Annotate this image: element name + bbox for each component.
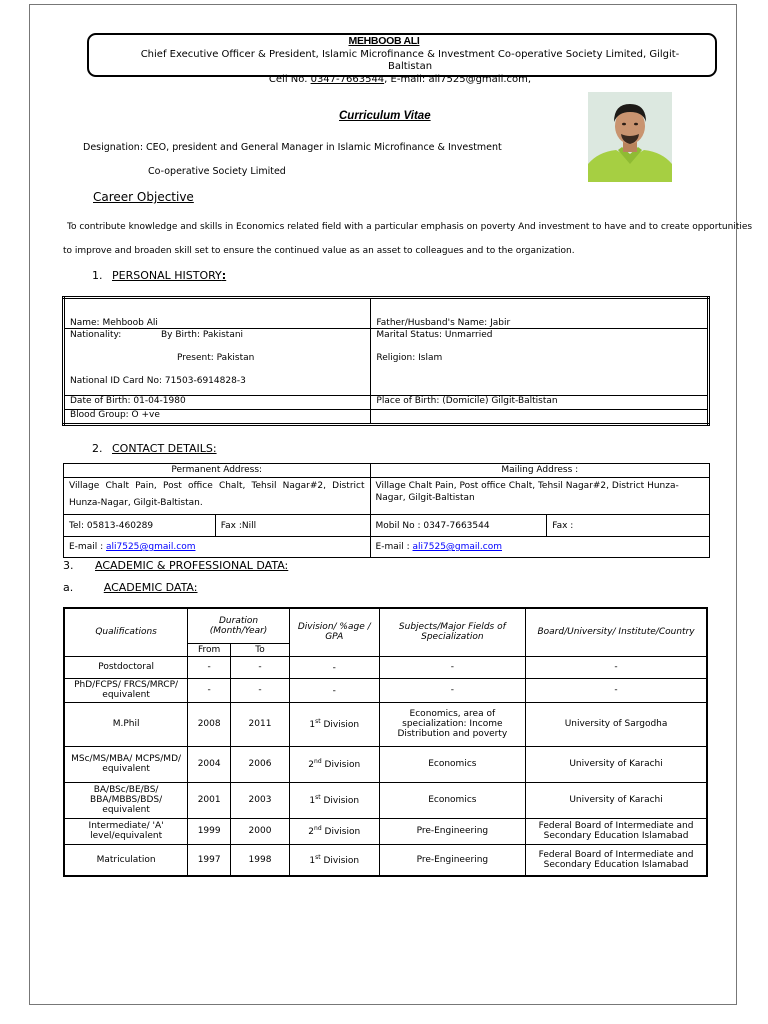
header-from: From — [188, 643, 231, 656]
division-suffix: nd — [314, 758, 322, 765]
division-number: 2 — [308, 827, 315, 837]
profile-photo — [588, 92, 672, 182]
section-contact-details — [92, 442, 217, 455]
section-label: ACADEMIC & PROFESSIONAL DATA: — [95, 559, 289, 572]
qualification-cell: MSc/MS/MBA/ MCPS/MD/ equivalent — [64, 746, 188, 782]
qualification-cell: Postdoctoral — [64, 656, 188, 678]
email-suffix: , — [527, 74, 532, 85]
email-mailing — [370, 537, 709, 558]
from-year-cell: - — [188, 678, 231, 702]
to-year-cell: 2000 — [231, 818, 290, 844]
header-board: Board/University/ Institute/Country — [526, 608, 707, 656]
cell-number: 0347-7663544 — [310, 74, 385, 85]
fax-mailing: Fax : — [547, 515, 710, 537]
division-text: Division — [320, 796, 360, 806]
header-division: Division/ %age / GPA — [289, 608, 379, 656]
division-cell — [289, 844, 379, 876]
subjects-cell: Economics, area of specialization: Income Distribution and poverty — [379, 702, 526, 746]
division-cell — [289, 702, 379, 746]
table-row — [64, 678, 707, 702]
division-number: 1 — [309, 720, 316, 730]
contact-line — [0, 74, 768, 85]
title-line: Chief Executive Officer & President, Islamic Microfinance & Investment Co-operative Society Limited, Gilgit-Baltistan — [140, 49, 680, 72]
religion: Religion: Islam — [376, 353, 443, 364]
section-label: CONTACT DETAILS: — [112, 442, 217, 455]
cv-title: Curriculum Vitae — [339, 110, 431, 122]
section-number: 3. — [63, 559, 74, 572]
division-suffix: nd — [314, 825, 322, 832]
qualification-cell: Matriculation — [64, 844, 188, 876]
header-email[interactable]: ali7525@gmail.com — [428, 74, 528, 85]
from-year-cell: 2001 — [188, 782, 231, 818]
board-cell: - — [526, 678, 707, 702]
header-to: To — [231, 643, 290, 656]
table-row — [64, 656, 707, 678]
permanent-address: Village Chalt Pain, Post office Chalt, Tehsil Nagar#2, District Hunza-Nagar, Gilgit-Baltistan. — [64, 478, 371, 515]
from-year-cell: 2008 — [188, 702, 231, 746]
contact-table — [63, 463, 710, 558]
telephone: Tel: 05813-460289 — [64, 515, 216, 537]
mailing-address-heading: Mailing Address : — [370, 464, 709, 478]
personal-history-table — [62, 296, 710, 426]
personal-father: Father/Husband's Name: Jabir — [371, 298, 709, 329]
email-permanent — [64, 537, 371, 558]
objective-line-2: to improve and broaden skill set to ensure the continued value as an asset to colleagues and to the organization. — [63, 246, 575, 256]
qualification-cell: Intermediate/ 'A' level/equivalent — [64, 818, 188, 844]
board-cell: - — [526, 656, 707, 678]
header-subjects: Subjects/Major Fields of Specialization — [379, 608, 526, 656]
personal-name: Name: Mehboob Ali — [64, 298, 371, 329]
header-duration: Duration (Month/Year) — [188, 608, 290, 643]
section-label: ACADEMIC DATA: — [103, 581, 198, 594]
place-of-birth: Place of Birth: (Domicile) Gilgit-Baltistan — [371, 395, 709, 410]
personal-marital-cell — [371, 329, 709, 396]
nationality-by-birth: By Birth: Pakistani — [161, 330, 244, 341]
division-number: 1 — [309, 855, 316, 866]
section-academic-professional — [63, 559, 288, 572]
career-objective-heading: Career Objective — [93, 190, 194, 204]
cell-label: Cell No. — [268, 74, 311, 85]
from-year-cell: - — [188, 656, 231, 678]
table-row — [64, 702, 707, 746]
board-cell: Federal Board of Intermediate and Secondary Education Islamabad — [526, 844, 707, 876]
table-row — [64, 746, 707, 782]
division-number: - — [332, 686, 336, 696]
section-label: PERSONAL HISTORY — [112, 269, 222, 282]
to-year-cell: 2003 — [231, 782, 290, 818]
to-year-cell: - — [231, 656, 290, 678]
division-number: - — [332, 663, 336, 673]
designation-line-1: Designation: CEO, president and General Manager in Islamic Microfinance & Investment — [83, 142, 502, 153]
nationality-label: Nationality: — [70, 330, 122, 341]
table-row — [64, 844, 707, 876]
email-link[interactable]: ali7525@gmail.com — [105, 542, 196, 552]
subjects-cell: Pre-Engineering — [379, 818, 526, 844]
empty-cell — [371, 410, 709, 425]
board-cell: Federal Board of Intermediate and Secondary Education Islamabad — [526, 818, 707, 844]
division-suffix: st — [315, 853, 321, 861]
section-personal-history — [92, 269, 226, 282]
email-label: , E-mail: — [384, 74, 429, 85]
section-number: 1. — [92, 269, 103, 282]
subjects-cell: Economics — [379, 782, 526, 818]
division-cell — [289, 746, 379, 782]
qualification-cell: M.Phil — [64, 702, 188, 746]
personal-nationality-cell — [64, 329, 371, 396]
division-suffix: st — [315, 794, 321, 801]
designation-line-2: Co-operative Society Limited — [148, 166, 286, 177]
board-cell: University of Karachi — [526, 746, 707, 782]
fax-permanent: Fax :Nill — [215, 515, 370, 537]
national-id: National ID Card No: 71503-6914828-3 — [70, 376, 246, 387]
section-number: a. — [63, 581, 74, 594]
marital-status: Marital Status: Unmarried — [376, 330, 493, 341]
division-suffix: st — [315, 718, 321, 725]
qualification-cell: BA/BSc/BE/BS/ BBA/MBBS/BDS/ equivalent — [64, 782, 188, 818]
division-cell — [289, 818, 379, 844]
subjects-cell: Economics — [379, 746, 526, 782]
subjects-cell: - — [379, 678, 526, 702]
from-year-cell: 1997 — [188, 844, 231, 876]
from-year-cell: 1999 — [188, 818, 231, 844]
cv-name: MEHBOOB ALI — [348, 35, 420, 47]
division-number: 2 — [308, 760, 315, 770]
permanent-address-heading: Permanent Address: — [64, 464, 371, 478]
subjects-cell: Pre-Engineering — [379, 844, 526, 876]
division-cell — [289, 782, 379, 818]
to-year-cell: 1998 — [231, 844, 290, 876]
objective-line-1: To contribute knowledge and skills in Economics related field with a particular emphasis on poverty And investment to have and to create opportunities — [67, 222, 753, 232]
mobile-number: Mobil No : 0347-7663544 — [370, 515, 547, 537]
email-link[interactable]: ali7525@gmail.com — [412, 542, 502, 552]
division-text: Division — [321, 827, 361, 837]
mailing-address: Village Chalt Pain, Post office Chalt, Tehsil Nagar#2, District Hunza-Nagar, Gilgit-Baltistan — [370, 478, 709, 515]
division-number: 1 — [309, 796, 316, 806]
division-text: Division — [320, 720, 360, 730]
header-qualifications: Qualifications — [64, 608, 188, 656]
from-year-cell: 2004 — [188, 746, 231, 782]
board-cell: University of Sargodha — [526, 702, 707, 746]
section-academic-data — [63, 581, 197, 594]
blood-group: Blood Group: O +ve — [64, 410, 371, 425]
to-year-cell: 2006 — [231, 746, 290, 782]
to-year-cell: - — [231, 678, 290, 702]
email-label: E-mail : — [375, 542, 413, 552]
academic-table — [63, 607, 708, 877]
table-row — [64, 782, 707, 818]
to-year-cell: 2011 — [231, 702, 290, 746]
qualification-cell: PhD/FCPS/ FRCS/MRCP/ equivalent — [64, 678, 188, 702]
email-label: E-mail : — [69, 542, 106, 552]
division-cell — [289, 656, 379, 678]
subjects-cell: - — [379, 656, 526, 678]
division-text: Division — [321, 760, 361, 770]
division-text: Division — [320, 855, 360, 866]
date-of-birth: Date of Birth: 01-04-1980 — [64, 395, 371, 410]
board-cell: University of Karachi — [526, 782, 707, 818]
section-colon: : — [221, 269, 227, 282]
nationality-present: Present: Pakistan — [177, 353, 255, 364]
table-row — [64, 818, 707, 844]
section-number: 2. — [92, 442, 103, 455]
division-cell — [289, 678, 379, 702]
